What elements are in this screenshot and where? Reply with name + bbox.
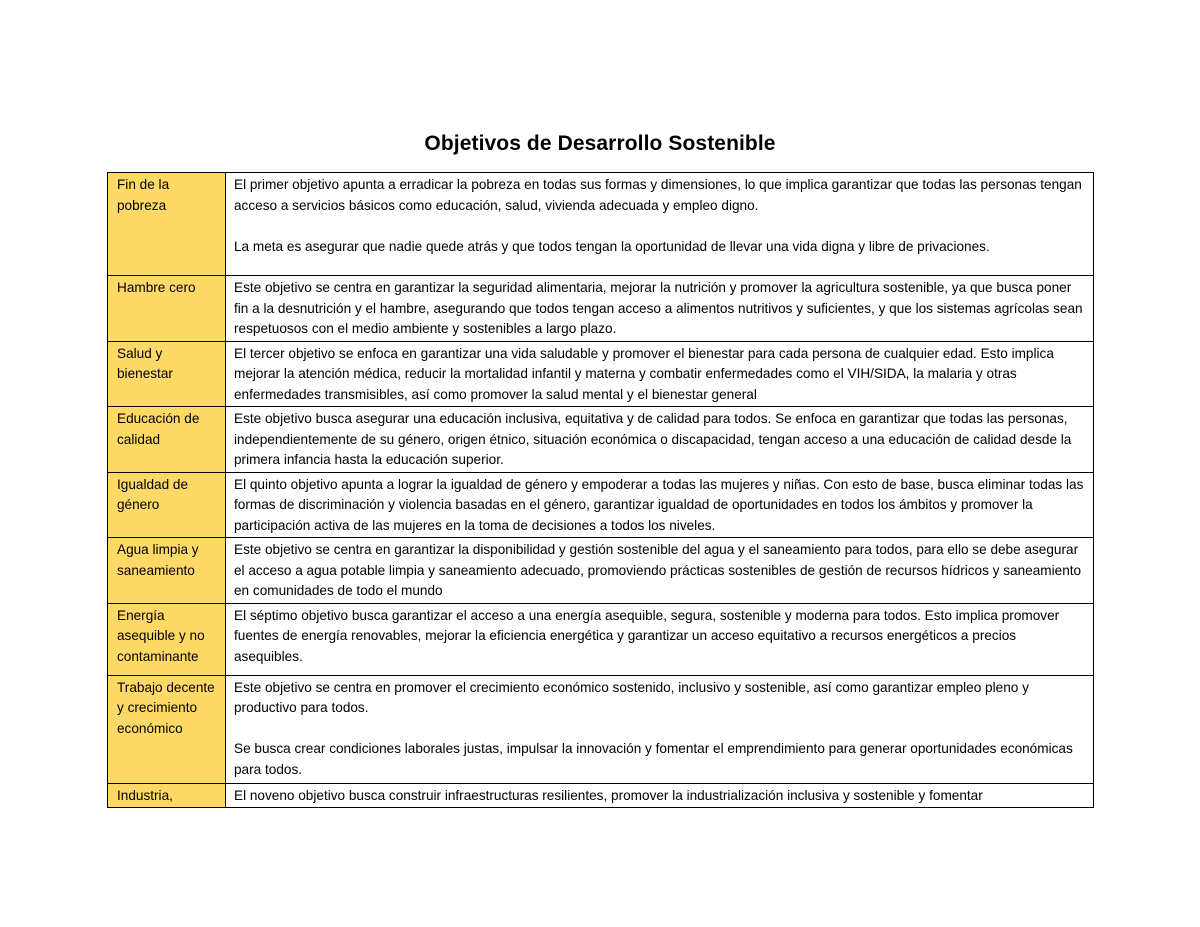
- goal-cell: Igualdad de género: [108, 472, 226, 538]
- goal-cell: Hambre cero: [108, 276, 226, 342]
- goal-cell: Industria,: [108, 783, 226, 808]
- description-paragraph: Este objetivo se centra en promover el crecimiento económico sostenido, inclusivo y sostenible, así como garantizar empleo pleno y productivo para todos.: [234, 679, 1029, 715]
- goal-cell: Salud y bienestar: [108, 341, 226, 407]
- description-paragraph: El primer objetivo apunta a erradicar la pobreza en todas sus formas y dimensiones, lo que implica garantizar que todas las personas tengan acceso a servicios básicos como educación, salud, vivienda adecuada y empleo digno.: [234, 177, 1082, 213]
- goal-cell: Fin de la pobreza: [108, 173, 226, 276]
- goal-cell: Energía asequible y no contaminante: [108, 603, 226, 675]
- description-cell: [226, 341, 1094, 407]
- table-row: [108, 341, 1094, 407]
- table-row: [108, 603, 1094, 675]
- table-row: [108, 276, 1094, 342]
- description-cell: [226, 276, 1094, 342]
- description-paragraph: El noveno objetivo busca construir infraestructuras resilientes, promover la industrialización inclusiva y sostenible y fomentar: [234, 787, 983, 803]
- goal-cell: Educación de calidad: [108, 407, 226, 473]
- page-title: Objetivos de Desarrollo Sostenible: [424, 132, 776, 155]
- description-paragraph: El quinto objetivo apunta a lograr la igualdad de género y empoderar a todas las mujeres y niñas. Con esto de base, busca eliminar todas las formas de discriminación y violencia basadas en el género, garantizar igualdad de oportunidades en todos los ámbitos y promover la participación activa de las mujeres en la toma de decisiones a todos los niveles.: [234, 476, 1084, 533]
- description-cell: [226, 538, 1094, 604]
- sdg-table: [107, 172, 1094, 808]
- table-row: [108, 173, 1094, 276]
- description-cell: [226, 173, 1094, 276]
- description-cell: [226, 603, 1094, 675]
- description-cell: [226, 675, 1094, 783]
- goal-cell: Trabajo decente y crecimiento económico: [108, 675, 226, 783]
- description-paragraph: Este objetivo se centra en garantizar la seguridad alimentaria, mejorar la nutrición y promover la agricultura sostenible, ya que busca poner fin a la desnutrición y el hambre, asegurando que todos tengan acceso a alimentos nutritivos y suficientes, y que los sistemas agrícolas sean respetuosos con el medio ambiente y sostenibles a largo plazo.: [234, 280, 1083, 336]
- description-cell: [226, 407, 1094, 473]
- table-row: [108, 472, 1094, 538]
- table-row: [108, 783, 1094, 808]
- table-row: [108, 538, 1094, 604]
- description-paragraph: El séptimo objetivo busca garantizar el acceso a una energía asequible, segura, sostenible y moderna para todos. Esto implica promover fuentes de energía renovables, mejorar la eficiencia energética y garantizar un acceso equitativo a recursos energéticos a precios asequibles.: [234, 607, 1060, 664]
- table-row: [108, 675, 1094, 783]
- description-paragraph: Este objetivo se centra en garantizar la disponibilidad y gestión sostenible del agua y el saneamiento para todos, para ello se debe asegurar el acceso a agua potable limpia y saneamiento adecuado, promoviendo prácticas sostenibles de gestión de recursos hídricos y saneamiento en comunidades de todo el mundo: [234, 542, 1082, 598]
- description-paragraph: La meta es asegurar que nadie quede atrás y que todos tengan la oportunidad de llevar una vida digna y libre de privaciones.: [234, 238, 990, 254]
- description-paragraph: Se busca crear condiciones laborales justas, impulsar la innovación y fomentar el emprendimiento para generar oportunidades económicas para todos.: [234, 741, 1073, 777]
- table-row: [108, 407, 1094, 473]
- goal-cell: Agua limpia y saneamiento: [108, 538, 226, 604]
- description-cell: [226, 783, 1094, 808]
- description-paragraph: El tercer objetivo se enfoca en garantizar una vida saludable y promover el bienestar para cada persona de cualquier edad. Esto implica mejorar la atención médica, reducir la mortalidad infantil y materna y combatir enfermedades como el VIH/SIDA, la malaria y otras enfermedades transmisibles, así como promover la salud mental y el bienestar general: [234, 345, 1054, 402]
- description-paragraph: Este objetivo busca asegurar una educación inclusiva, equitativa y de calidad para todos. Se enfoca en garantizar que todas las personas, independientemente de su género, origen étnico, situación económica o discapacidad, tengan acceso a una educación de calidad desde la primera infancia hasta la educación superior.: [234, 411, 1072, 467]
- description-cell: [226, 472, 1094, 538]
